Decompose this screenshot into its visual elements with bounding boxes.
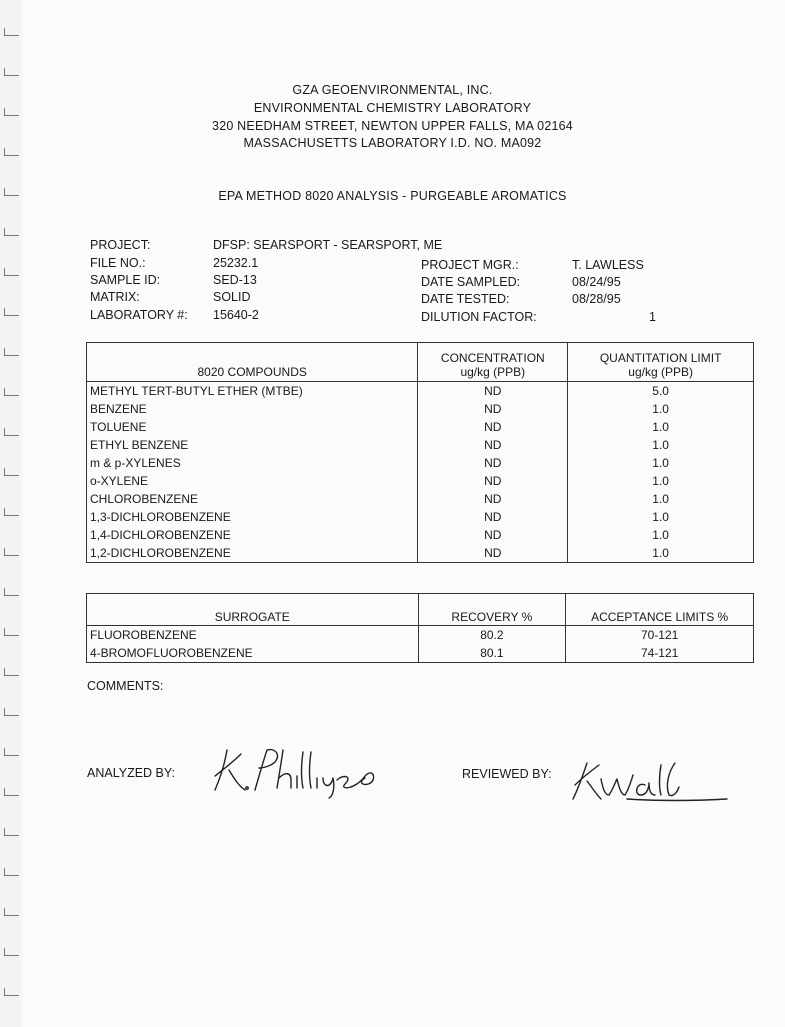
compounds-header: 8020 COMPOUNDS xyxy=(87,343,418,382)
concentration-value: ND xyxy=(418,544,568,563)
compound-name: BENZENE xyxy=(87,400,418,418)
method-title: EPA METHOD 8020 ANALYSIS - PURGEABLE AROMATICS xyxy=(218,189,567,203)
limit-value: 1.0 xyxy=(568,472,754,490)
surrogate-name: 4-BROMOFLUOROBENZENE xyxy=(87,644,419,663)
date-sampled-value: 08/24/95 xyxy=(572,275,621,289)
acceptance-header: ACCEPTANCE LIMITS % xyxy=(566,594,754,626)
file-value: 25232.1 xyxy=(213,256,259,270)
dilution-label: DILUTION FACTOR: xyxy=(421,310,537,324)
surrogate-header: SURROGATE xyxy=(87,594,419,626)
compound-name: ETHYL BENZENE xyxy=(87,436,418,454)
concentration-value: ND xyxy=(418,436,568,454)
limit-value: 1.0 xyxy=(568,454,754,472)
project-label: PROJECT: xyxy=(90,238,151,252)
binder-edge xyxy=(0,0,22,1027)
analyzed-signature xyxy=(205,740,380,800)
concentration-value: ND xyxy=(418,454,568,472)
sample-label: SAMPLE ID: xyxy=(90,273,161,287)
compound-name: 1,4-DICHLOROBENZENE xyxy=(87,526,418,544)
lab-number-label: LABORATORY #: xyxy=(90,308,188,322)
surrogate-name: FLUOROBENZENE xyxy=(87,626,419,645)
compound-name: m & p-XYLENES xyxy=(87,454,418,472)
date-tested-value: 08/28/95 xyxy=(572,292,621,306)
limit-value: 5.0 xyxy=(568,382,754,401)
recovery-value: 80.2 xyxy=(418,626,566,645)
compound-name: 1,2-DICHLOROBENZENE xyxy=(87,544,418,563)
limit-value: 1.0 xyxy=(568,436,754,454)
file-label: FILE NO.: xyxy=(90,256,146,270)
limit-value: 1.0 xyxy=(568,418,754,436)
dilution-value: 1 xyxy=(649,310,656,324)
limit-value: 1.0 xyxy=(568,508,754,526)
date-tested-label: DATE TESTED: xyxy=(421,292,510,306)
concentration-value: ND xyxy=(418,472,568,490)
acceptance-value: 74-121 xyxy=(566,644,754,663)
company-name: GZA GEOENVIRONMENTAL, INC. xyxy=(292,83,493,97)
quantitation-header: QUANTITATION LIMIT ug/kg (PPB) xyxy=(568,343,754,382)
matrix-value: SOLID xyxy=(213,290,251,304)
acceptance-value: 70-121 xyxy=(566,626,754,645)
limit-value: 1.0 xyxy=(568,490,754,508)
lab-id: MASSACHUSETTS LABORATORY I.D. NO. MA092 xyxy=(243,136,542,150)
analyzed-by-label: ANALYZED BY: xyxy=(87,766,175,780)
concentration-value: ND xyxy=(418,526,568,544)
lab-number-value: 15640-2 xyxy=(213,308,259,322)
limit-value: 1.0 xyxy=(568,544,754,563)
concentration-value: ND xyxy=(418,382,568,401)
surrogate-table xyxy=(86,593,754,663)
limit-value: 1.0 xyxy=(568,526,754,544)
compound-name: o-XYLENE xyxy=(87,472,418,490)
manager-value: T. LAWLESS xyxy=(572,258,644,272)
concentration-header: CONCENTRATION ug/kg (PPB) xyxy=(418,343,568,382)
manager-label: PROJECT MGR.: xyxy=(421,258,519,272)
compounds-table xyxy=(86,342,754,563)
recovery-value: 80.1 xyxy=(418,644,566,663)
compound-name: CHLOROBENZENE xyxy=(87,490,418,508)
comments-label: COMMENTS: xyxy=(87,679,164,693)
date-sampled-label: DATE SAMPLED: xyxy=(421,275,521,289)
compound-name: TOLUENE xyxy=(87,418,418,436)
project-value: DFSP: SEARSPORT - SEARSPORT, ME xyxy=(213,238,443,252)
lab-address: 320 NEEDHAM STREET, NEWTON UPPER FALLS, MA 02164 xyxy=(212,119,573,133)
sample-value: SED-13 xyxy=(213,273,257,287)
concentration-value: ND xyxy=(418,418,568,436)
concentration-value: ND xyxy=(418,490,568,508)
reviewed-signature xyxy=(565,755,735,810)
lab-name: ENVIRONMENTAL CHEMISTRY LABORATORY xyxy=(253,101,532,115)
limit-value: 1.0 xyxy=(568,400,754,418)
recovery-header: RECOVERY % xyxy=(418,594,566,626)
compound-name: METHYL TERT-BUTYL ETHER (MTBE) xyxy=(87,382,418,401)
concentration-value: ND xyxy=(418,508,568,526)
concentration-value: ND xyxy=(418,400,568,418)
reviewed-by-label: REVIEWED BY: xyxy=(462,767,552,781)
compound-name: 1,3-DICHLOROBENZENE xyxy=(87,508,418,526)
matrix-label: MATRIX: xyxy=(90,290,140,304)
